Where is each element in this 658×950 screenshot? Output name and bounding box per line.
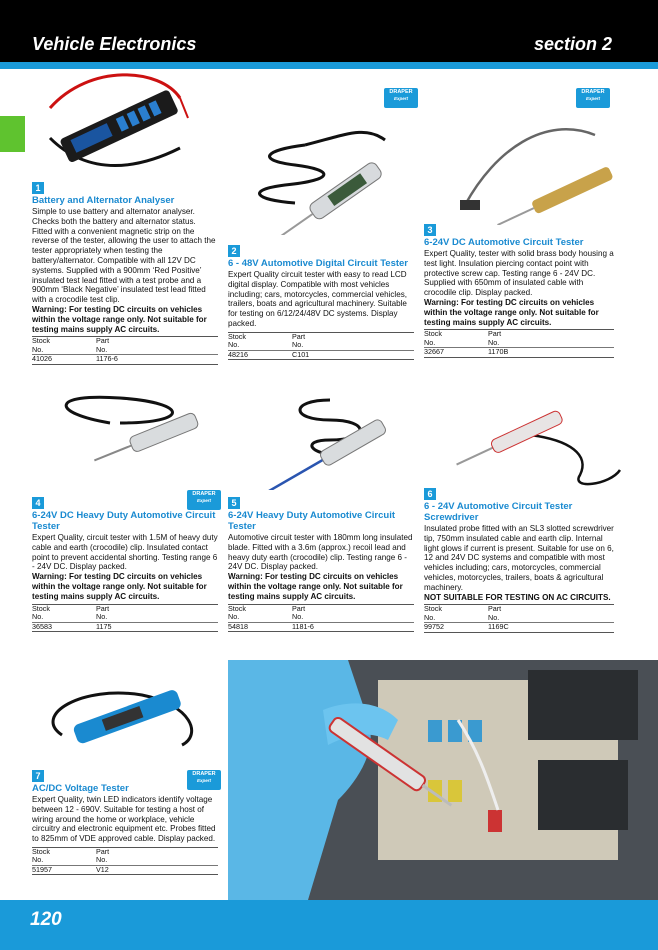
- page-footer: [0, 900, 658, 950]
- product-6: [424, 488, 614, 633]
- stock-number: 51957: [32, 864, 52, 874]
- product-description: Automotive circuit tester with 180mm long insulated blade. Fitted with a 3.6m (approx.) recoil lead and heavy duty earth (crocodile) clip. Testing range 6 - 24V DC. Display packed.: [228, 533, 413, 572]
- product-description: Simple to use battery and alternator analyser. Checks both the battery and alternator status. Fitted with a convenient magnetic strip on the reverse of the tester, allowing the user to attach the tester appropriately when testing the battery/alternator. Compatible with all 12V DC systems. Supplied with a 900mm ‘Red Positive’ insulated test lead fitted with a test probe and a 900mm ‘Black Negative’ insulated test lead fitted with a crocodile test clip.: [32, 207, 216, 305]
- part-number: C101: [292, 349, 310, 359]
- stock-table: Stock Part No. No. 54818 1181-6: [228, 604, 414, 633]
- product-number: 1: [32, 182, 44, 194]
- stock-number: 41026: [32, 354, 52, 364]
- stock-number: 32667: [424, 347, 444, 357]
- product-warning: Warning: For testing DC circuits on vehicles within the voltage range only. Not suitable for testing mains supply AC circuits.: [32, 304, 207, 334]
- heavy-duty-tester-image: [30, 378, 225, 478]
- stock-table: Stock Part No. No. 99752 1169C: [424, 604, 614, 633]
- stock-table: Stock Part No. No. 36583 1175: [32, 604, 218, 633]
- stock-number: 36583: [32, 621, 52, 631]
- product-number: 3: [424, 224, 436, 236]
- stock-number: 54818: [228, 621, 248, 631]
- brass-circuit-tester-image: [455, 110, 630, 225]
- product-warning: Warning: For testing DC circuits on vehicles within the voltage range only. Not suitable for testing mains supply AC circuits.: [228, 572, 403, 601]
- stock-table: Stock Part No. No. 41026 1176-6: [32, 336, 218, 365]
- product-3: [424, 224, 614, 358]
- stock-table: Stock Part No. No. 48216 C101: [228, 332, 414, 361]
- product-warning: NOT SUITABLE FOR TESTING ON AC CIRCUITS.: [424, 592, 611, 602]
- part-number: 1170B: [488, 347, 509, 357]
- page-title: Vehicle Electronics: [32, 34, 197, 54]
- product-title: AC/DC Voltage Tester: [32, 783, 129, 794]
- section-label: section 2: [533, 34, 612, 54]
- part-number: 1169C: [488, 622, 509, 632]
- product-title: 6 - 48V Automotive Digital Circuit Tester: [228, 258, 409, 269]
- part-number: V12: [96, 864, 109, 874]
- stock-number: 99752: [424, 622, 444, 632]
- product-number: 4: [32, 497, 44, 509]
- part-number: 1175: [96, 621, 112, 631]
- blade-circuit-tester-image: [240, 370, 425, 490]
- product-number: 6: [424, 488, 436, 500]
- product-4: [32, 497, 218, 632]
- product-description: Insulated probe fitted with an SL3 slotted screwdriver tip, 750mm insulated cable and earth clip. Internal light glows if current is present. Suitable for use on 6, 12 and 24V DC systems and compatible with most vehicles including; cars, motorcycles, commercial vehicles, motorcycles, trailers, boats & agricultural machinery.: [424, 524, 614, 592]
- stock-table: Stock Part No. No. 32667 1170B: [424, 329, 614, 358]
- product-title: 6-24V DC Automotive Circuit Tester: [424, 237, 584, 248]
- page-number: 120: [30, 909, 62, 930]
- product-1: [32, 182, 218, 365]
- draper-logo: DRAPER Expert: [187, 770, 221, 790]
- screwdriver-tester-image: [430, 380, 630, 490]
- page-header: [0, 0, 658, 62]
- product-description: Expert Quality, tester with solid brass body housing a test light. Insulation piercing contact point with protective screw cap. Testing range 6 - 24V DC. Supplied with 650mm of insulated cable with crocodile clip. Display packed.: [424, 249, 614, 298]
- product-warning: Warning: For testing DC circuits on vehicles within the voltage range only. Not suitable for testing mains supply AC circuits.: [32, 572, 207, 601]
- product-2: [228, 245, 414, 360]
- stock-number: 48216: [228, 349, 248, 359]
- product-description: Expert Quality circuit tester with easy to read LCD digital display. Compatible with most vehicles including; cars, motorcycles, commercial vehicles, trailers, boats and agricultural machinery. Suitable for testing on 6/12/24/48V DC systems. Display packed.: [228, 270, 408, 328]
- product-description: Expert Quality, twin LED indicators identify voltage between 12 - 690V. Suitable for testing a host of wiring around the home or workplace, vehicle circuitry and electronic equipment etc. Probes fitted to 825mm of VDE approved cable. Display packed.: [32, 795, 216, 844]
- product-title: 6-24V DC Heavy Duty Automotive Circuit Tester: [32, 510, 216, 532]
- product-warning: Warning: For testing DC circuits on vehicles within the voltage range only. Not suitable for testing mains supply AC circuits.: [424, 297, 599, 327]
- product-title: 6-24V Heavy Duty Automotive Circuit Tester: [228, 510, 395, 532]
- product-title: Battery and Alternator Analyser: [32, 195, 175, 206]
- product-number: 5: [228, 497, 240, 509]
- product-5: [228, 497, 414, 632]
- product-number: 2: [228, 245, 240, 257]
- battery-analyser-image: [30, 68, 190, 180]
- product-description: Expert Quality, circuit tester with 1.5M of heavy duty cable and earth (crocodile) clip. Insulated contact point to prevent accidental shorting. Testing range 6 - 24V DC. Display packed.: [32, 533, 218, 572]
- product-title: 6 - 24V Automotive Circuit Tester Screwdriver: [424, 501, 573, 523]
- digital-circuit-tester-image: [235, 110, 415, 235]
- draper-logo: DRAPER Expert: [576, 88, 610, 108]
- part-number: 1181-6: [292, 621, 314, 631]
- section-tab: [0, 116, 25, 152]
- draper-logo: DRAPER Expert: [187, 490, 221, 510]
- product-7: [32, 770, 218, 875]
- fuse-box-photo: [228, 660, 658, 900]
- part-number: 1176-6: [96, 354, 118, 364]
- voltage-tester-image: [32, 665, 217, 760]
- product-number: 7: [32, 770, 44, 782]
- draper-logo: DRAPER Expert: [384, 88, 418, 108]
- stock-table: Stock Part No. No. 51957 V12: [32, 847, 218, 876]
